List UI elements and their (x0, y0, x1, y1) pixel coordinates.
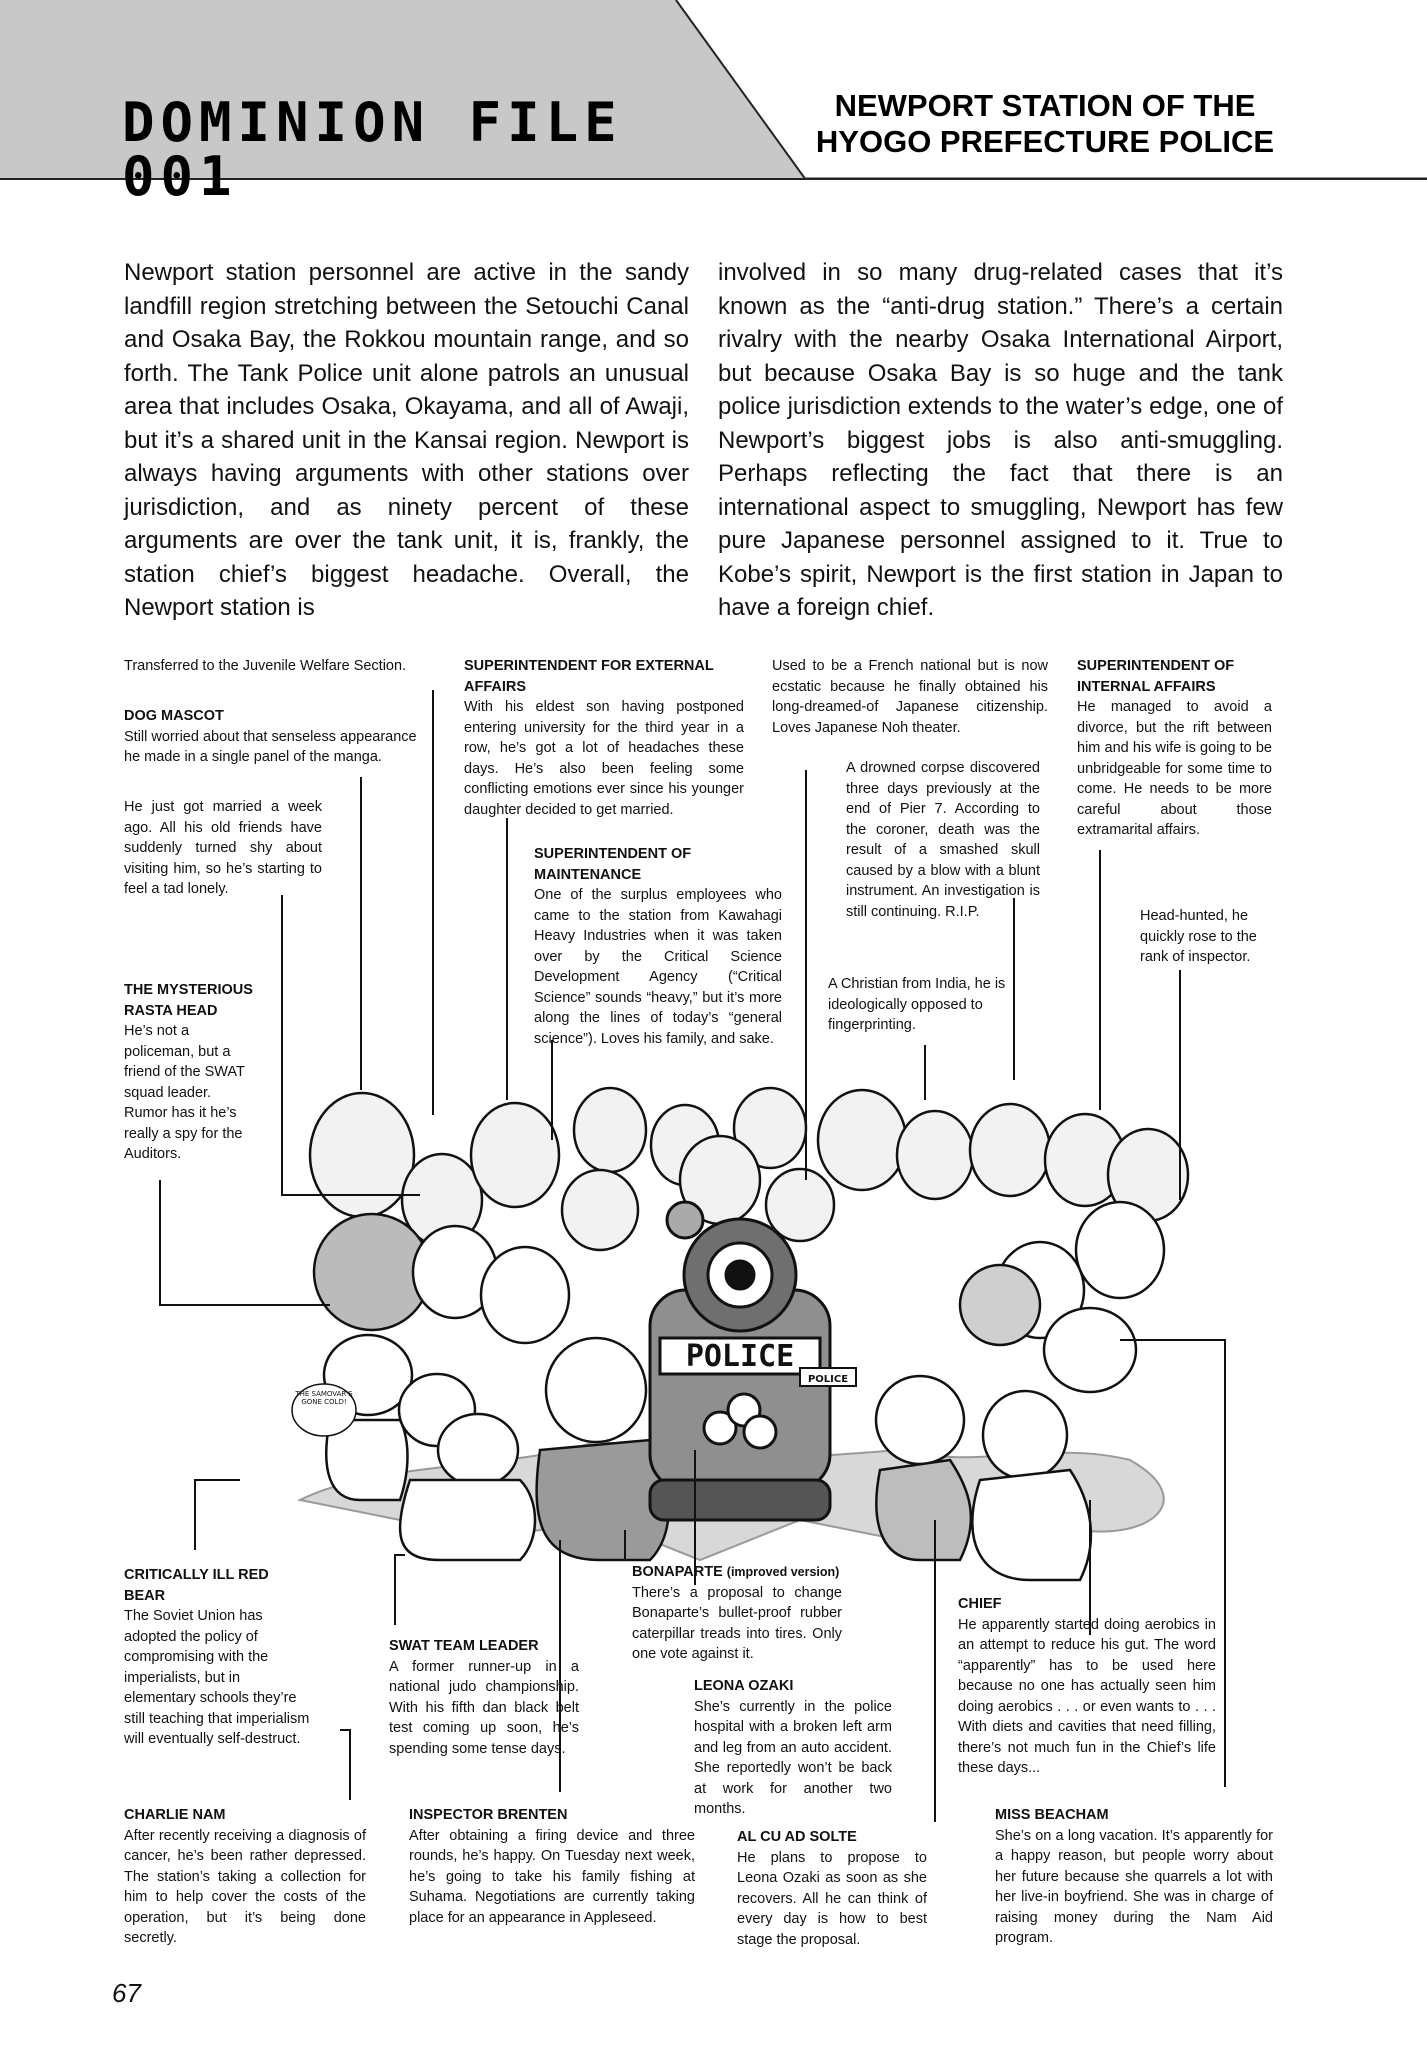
charlie-head (438, 1414, 518, 1486)
christian-officer-head (970, 1104, 1050, 1196)
body-column-left: Newport station personnel are active in the sandy landfill region stretching between the Setouchi Canal and Osaka Bay, the Rokkou mountain range, and so forth. The Tank Police unit alone patrols an unusual area that includes Osaka, Okayama, and all of Awaji, but it’s a shared unit in the Kansai region. Newport is always having arguments with other stations over jurisdiction, and as ninety percent of these arguments are over the tank unit, it is, frankly, the station chief’s biggest headache. Overall, the Newport station is (124, 259, 689, 621)
leader-red-bear (195, 1480, 240, 1550)
leader-rasta (160, 1180, 330, 1305)
chief-head (983, 1391, 1067, 1479)
caption-juvenile: Transferred to the Juvenile Welfare Section. (124, 658, 407, 674)
caption-bonaparte: BONAPARTE (improved version) There’s a proposal to change Bonaparte’s bullet-proof rubber caterpillar treads into tires. Only one vote against it. (632, 1564, 842, 1662)
caption-headhunted: Head-hunted, he quickly rose to the rank of inspector. (1140, 908, 1257, 965)
caption-alcu: AL CU AD SOLTE He plans to propose to Leona Ozaki as soon as she recovers. All he can think of every day is how to best stage the proposal. (737, 1829, 927, 1948)
dog-mascot-head (310, 1093, 414, 1217)
samovar-speech-bubble: THE SAMOVAR'S GONE COLD! (292, 1384, 356, 1436)
caption-internal: SUPERINTENDENT OF INTERNAL AFFAIRS He managed to avoid a divorce, but the rift between him and his wife is going to be unbridgeable for some time to come. He needs to be more careful about those extramarital affairs. (1077, 658, 1272, 838)
french-officer-head (818, 1090, 906, 1190)
maintenance-head (471, 1103, 559, 1207)
caption-charlie: CHARLIE NAM After recently receiving a diagnosis of cancer, he’s been rather depressed. The station’s taking a collection for him to help cover the costs of the operation, but it’s being done secretly. (124, 1807, 366, 1946)
al-cu-head (876, 1376, 964, 1464)
bonaparte-robot (650, 1202, 830, 1520)
caption-brenten: INSPECTOR BRENTEN After obtaining a firing device and three rounds, he’s happy. On Tuesday next week, he’s going to take his family fishing at Suhama. Negotiations are currently taking place for an appearance in Appleseed. (409, 1807, 695, 1926)
body-column-right: involved in so many drug-related cases that it’s known as the “anti-drug station.” There’s a certain rivalry with the nearby Osaka International Airport, but because Osaka Bay is so huge and the tank police jurisdiction extends to the water’s edge, one of Newport’s biggest jobs is also anti-smuggling. Perhaps reflecting the fact that there is an international aspect to smuggling, Newport has few pure Japanese personnel assigned to it. True to Kobe’s spirit, Newport is the first station in Japan to have a foreign chief. (718, 259, 1283, 621)
leader-charlie (340, 1730, 350, 1800)
swat-leader-head (546, 1338, 646, 1442)
caption-beacham: MISS BEACHAM She’s on a long vacation. It’s apparently for a happy reason, but people worry about her future because she quarrels a lot with her live-in boyfriend. She was in charge of raising money during the Nam Aid program. (995, 1807, 1273, 1946)
caption-chief: CHIEF He apparently started doing aerobics in an attempt to reduce his gut. The word “apparently” has to be used here because no one has actually seen him doing aerobics . . . or even wants to . . . With diets and cavities that need filling, there’s not much fun in the Chief’s life these days... (958, 1596, 1216, 1776)
caption-christian: A Christian from India, he is ideologically opposed to fingerprinting. (828, 976, 1006, 1033)
caption-french: Used to be a French national but is now ecstatic because he finally obtained his long-dreamed-of Japanese citizenship. Loves Japanese Noh theater. (772, 658, 1048, 736)
page-number: 67 (112, 1978, 141, 2008)
caption-red-bear: CRITICALLY ILL RED BEAR The Soviet Union has adopted the policy of compromising with the imperialists, but in elementary schools they’re still teaching that imperialism will eventually self-destruct. (124, 1567, 310, 1747)
caption-maintenance: SUPERINTENDENT OF MAINTENANCE One of the surplus employees who came to the station from Kawahagi Heavy Industries when it was taken over by the Critical Science Development Agency (“Critical Science” sounds “heavy,” but it’s more along the lines of today’s “general science”). Loves his family, and sake. (534, 846, 782, 1047)
leona-cap-label (800, 1368, 856, 1386)
caption-leona: LEONA OZAKI She’s currently in the police hospital with a broken left arm and leg from an auto accident. She reportedly won’t be back at work for another two months. (694, 1678, 892, 1817)
leona-head (960, 1265, 1040, 1345)
caption-rasta: THE MYSTERIOUS RASTA HEAD He’s not a policeman, but a friend of the SWAT squad leader. Rumor has it he’s really a spy for the Auditors. (124, 982, 253, 1162)
caption-dog-mascot: DOG MASCOT Still worried about that senseless appearance he made in a single panel of the manga. (124, 708, 417, 765)
file-title: DOMINION FILE 001 (122, 91, 623, 208)
caption-swat: SWAT TEAM LEADER A former runner-up in a national judo championship. With his fifth dan black belt test coming up soon, he’s spending some tense days. (389, 1638, 579, 1757)
robot-police-label: POLICE (685, 1339, 795, 1374)
leader-swat (395, 1555, 405, 1625)
caption-married: He just got married a week ago. All his old friends have suddenly turned shy about visiting him, so he’s starting to feel a tad lonely. (124, 799, 322, 897)
file-subtitle: NEWPORT STATION OF THE HYOGO PREFECTURE POLICE (815, 88, 1275, 159)
caption-corpse: A drowned corpse discovered three days previously at the end of Pier 7. According to the coroner, death was the result of a smashed skull caused by a blow with a blunt instrument. An investigation is still continuing. R.I.P. (846, 760, 1040, 920)
svg-text:POLICE: POLICE (807, 1374, 849, 1385)
caption-external: SUPERINTENDENT FOR EXTERNAL AFFAIRS With his eldest son having postponed entering university for the third year in a row, he’s got a lot of headaches these days. He’s also been feeling some conflicting emotions ever since his younger daughter decided to get married. (464, 658, 744, 818)
